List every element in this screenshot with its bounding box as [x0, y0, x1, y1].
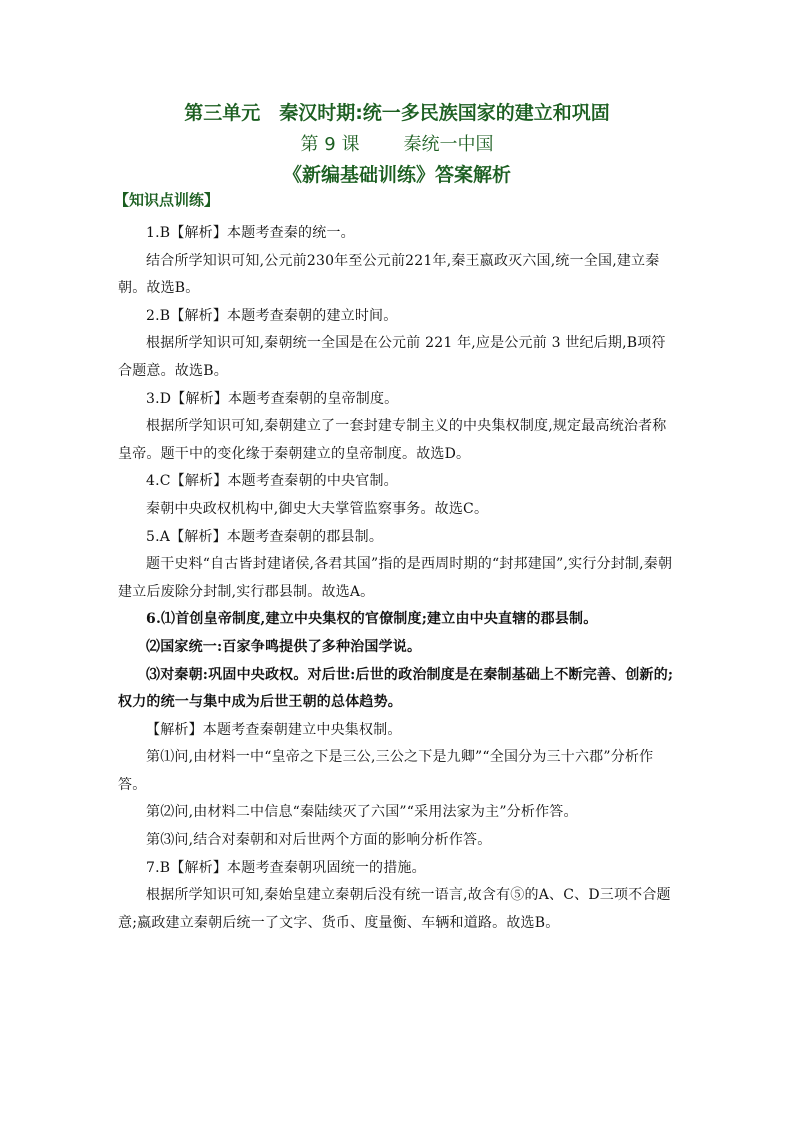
paragraph: 4.C【解析】本题考查秦朝的中央官制。: [146, 473, 398, 490]
lesson-number: 第 9 课: [300, 134, 360, 155]
document-title: 《新编基础训练》答案解析: [282, 164, 511, 186]
lesson-name: 秦统一中国: [403, 134, 494, 155]
paragraph: 题干史料“自古皆封建诸侯,各君其国”指的是西周时期的“封邦建国”,实行分封制,秦朝建立后废除分封制,实行郡县制。故选A。: [118, 556, 673, 600]
lesson-title: [0, 130, 794, 156]
paragraph: 7.B【解析】本题考查秦朝巩固统一的措施。: [146, 859, 426, 876]
paragraph: 3.D【解析】本题考查秦朝的皇帝制度。: [146, 390, 399, 407]
paragraph: 根据所学知识可知,秦朝建立了一套封建专制主义的中央集权制度,规定最高统治者称皇帝。题干中的变化缘于秦朝建立的皇帝制度。故选D。: [118, 418, 667, 462]
paragraph: 第⑴问,由材料一中“皇帝之下是三公,三公之下是九卿”“全国分为三十六郡”分析作答。: [118, 749, 654, 793]
section-title: 【知识点训练】: [114, 191, 220, 209]
paragraph: 第⑶问,结合对秦朝和对后世两个方面的影响分析作答。: [146, 832, 492, 849]
paragraph: 5.A【解析】本题考查秦朝的郡县制。: [146, 528, 384, 545]
paragraph: 【解析】本题考查秦朝建立中央集权制。: [146, 721, 402, 738]
answer-bold: 6.⑴首创皇帝制度,建立中央集权的官僚制度;建立由中央直辖的郡县制。: [146, 611, 598, 628]
unit-title: 第三单元 秦汉时期:统一多民族国家的建立和巩固: [184, 102, 610, 124]
paragraph: 1.B【解析】本题考查秦的统一。: [146, 225, 355, 241]
paragraph: 结合所学知识可知,公元前230年至公元前221年,秦王嬴政灭六国,统一全国,建立秦朝。故选B。: [118, 252, 660, 297]
answer-content: [118, 220, 678, 937]
paragraph: 根据所学知识可知,秦朝统一全国是在公元前 221 年,应是公元前 3 世纪后期,B项符合题意。故选B。: [118, 335, 666, 379]
answer-bold: ⑵国家统一:百家争鸣提供了多种治国学说。: [146, 638, 422, 655]
answer-bold: ⑶对秦朝:巩固中央政权。对后世:后世的政治制度是在秦制基础上不断完善、创新的;权力的统一与集中成为后世王朝的总体趋势。: [118, 666, 674, 711]
paragraph: 秦朝中央政权机构中,御史大夫掌管监察事务。故选C。: [146, 500, 489, 517]
paragraph: 2.B【解析】本题考查秦朝的建立时间。: [146, 307, 398, 324]
paragraph: 根据所学知识可知,秦始皇建立秦朝后没有统一语言,故含有⑤的A、C、D三项不合题意;嬴政建立秦朝后统一了文字、货币、度量衡、车辆和道路。故选B。: [118, 887, 671, 931]
paragraph: 第⑵问,由材料二中信息“秦陆续灭了六国”“采用法家为主”分析作答。: [146, 804, 578, 821]
